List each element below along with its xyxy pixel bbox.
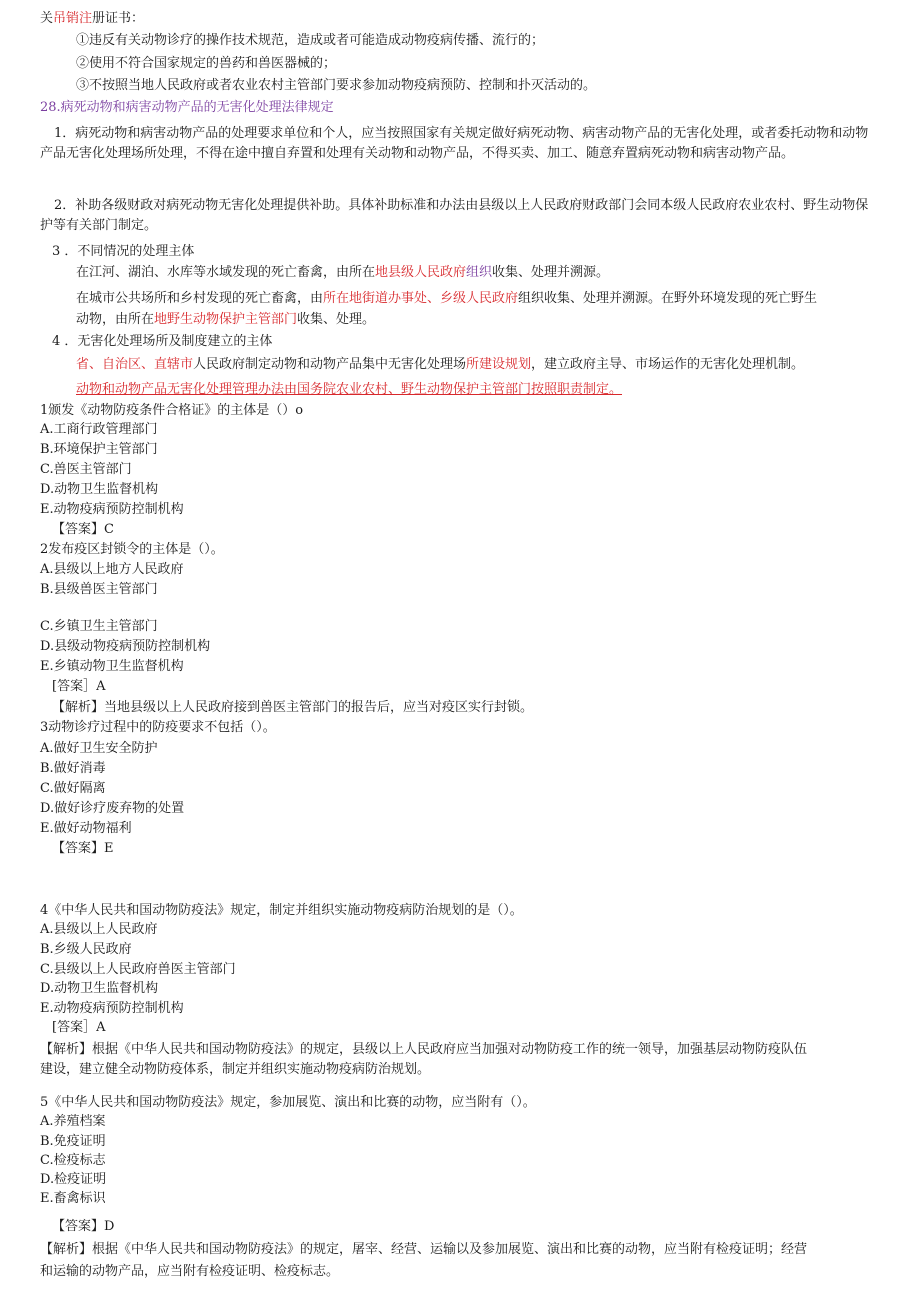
q4-explanation-line-1: 【解析】根据《中华人民共和国动物防疫法》的规定，县级以上人民政府应当加强对动物防疫工作的统一领导，加强基层动物防疫队伍 bbox=[40, 1042, 808, 1057]
s28-para-2: 2．补助各级财政对病死动物无害化处理提供补助。具体补助标准和办法由县级以上人民政府财政部门会同本级人民政府农业农村、野生动物保护等有关部门制定。 bbox=[40, 198, 869, 233]
q5-option-a: A.养殖档案 bbox=[40, 1114, 106, 1129]
revocation-item-3: ③不按照当地人民政府或者农业农村主管部门要求参加动物疫病预防、控制和扑灭活动的。 bbox=[76, 78, 597, 93]
section-28-heading: 28.病死动物和病害动物产品的无害化处理法律规定 bbox=[40, 100, 334, 115]
q1-option-d: D.动物卫生监督机构 bbox=[40, 482, 159, 497]
q2-option-d: D.县级动物疫病预防控制机构 bbox=[40, 639, 211, 654]
q1-stem: 1颁发《动物防疫条件合格证》的主体是（）o bbox=[40, 403, 304, 418]
s28-para-4-rules: 动物和动物产品无害化处理管理办法由国务院农业农村、野生动物保护主管部门按照职责制定。 bbox=[76, 382, 623, 397]
q4-option-a: A.县级以上人民政府 bbox=[40, 922, 158, 937]
q4-explanation-line-2: 建设，建立健全动物防疫体系，制定并组织实施动物疫病防治规划。 bbox=[40, 1062, 431, 1077]
q4-option-e: E.动物疫病预防控制机构 bbox=[40, 1001, 184, 1016]
q2-option-b: B.县级兽医主管部门 bbox=[40, 582, 158, 597]
q5-explanation-line-1: 【解析】根据《中华人民共和国动物防疫法》的规定，屠宰、经营、运输以及参加展览、演出和比赛的动物，应当附有检疫证明；经营 bbox=[40, 1242, 808, 1257]
q4-option-d: D.动物卫生监督机构 bbox=[40, 981, 159, 996]
q1-answer: 【答案】C bbox=[52, 522, 114, 537]
q5-option-b: B.免疫证明 bbox=[40, 1134, 106, 1149]
q5-explanation-line-2: 和运输的动物产品，应当附有检疫证明、检疫标志。 bbox=[40, 1264, 340, 1279]
q5-option-e: E.畜禽标识 bbox=[40, 1191, 106, 1206]
q3-stem: 3动物诊疗过程中的防疫要求不包括（）。 bbox=[40, 720, 276, 735]
q3-option-a: A.做好卫生安全防护 bbox=[40, 741, 158, 756]
q2-option-e: E.乡镇动物卫生监督机构 bbox=[40, 659, 184, 674]
q1-option-a: A.工商行政管理部门 bbox=[40, 422, 158, 437]
q2-stem: 2发布疫区封锁令的主体是（）。 bbox=[40, 542, 224, 557]
q5-stem: 5《中华人民共和国动物防疫法》规定，参加展览、演出和比赛的动物，应当附有（）。 bbox=[40, 1095, 536, 1110]
s28-para-4-title: 4 ．无害化处理场所及制度建立的主体 bbox=[52, 334, 273, 349]
q3-answer: 【答案】E bbox=[52, 841, 114, 856]
q1-option-c: C.兽医主管部门 bbox=[40, 462, 132, 477]
revocation-item-2: ②使用不符合国家规定的兽药和兽医器械的； bbox=[76, 56, 337, 71]
q2-explanation: 【解析】当地县级以上人民政府接到兽医主管部门的报告后，应当对疫区实行封锁。 bbox=[52, 700, 534, 715]
q5-option-d: D.检疫证明 bbox=[40, 1172, 107, 1187]
revocation-item-1: ①违反有关动物诊疗的操作技术规范，造成或者可能造成动物疫病传播、流行的； bbox=[76, 33, 545, 48]
revocation-intro: 关吊销注册证书： bbox=[40, 11, 145, 26]
q5-answer: 【答案】D bbox=[52, 1219, 115, 1234]
q3-option-d: D.做好诊疗废弃物的处置 bbox=[40, 801, 185, 816]
q4-stem: 4《中华人民共和国动物防疫法》规定，制定并组织实施动物疫病防治规划的是（）。 bbox=[40, 903, 523, 918]
s28-para-3-urban: 在城市公共场所和乡村发现的死亡畜禽，由所在地街道办事处、乡级人民政府组织收集、处理并溯源。在野外环境发现的死亡野生 bbox=[76, 291, 818, 306]
s28-para-1: 1．病死动物和病害动物产品的处理要求单位和个人，应当按照国家有关规定做好病死动物、病害动物产品的无害化处理，或者委托动物和动物产品无害化处理场所处理，不得在途中擅自弃置和处理有关动物和动物产品，不得买卖、加工、随意弃置病死动物和病害动物产品。 bbox=[40, 126, 869, 161]
q4-answer: [答案］A bbox=[52, 1020, 106, 1035]
q5-option-c: C.检疫标志 bbox=[40, 1153, 106, 1168]
q4-option-c: C.县级以上人民政府兽医主管部门 bbox=[40, 962, 236, 977]
s28-para-3-wild: 动物，由所在地野生动物保护主管部门收集、处理。 bbox=[76, 312, 376, 327]
s28-para-4-plan: 省、自治区、直辖市人民政府制定动物和动物产品集中无害化处理场所建设规划，建立政府主导、市场运作的无害化处理机制。 bbox=[76, 357, 805, 372]
q1-option-b: B.环境保护主管部门 bbox=[40, 442, 158, 457]
q2-option-a: A.县级以上地方人民政府 bbox=[40, 562, 184, 577]
q3-option-c: C.做好隔离 bbox=[40, 781, 106, 796]
q2-answer: [答案］A bbox=[52, 679, 106, 694]
s28-para-3-water: 在江河、湖泊、水库等水域发现的死亡畜禽，由所在地县级人民政府组织收集、处理并溯源。 bbox=[76, 265, 610, 280]
q2-option-c: C.乡镇卫生主管部门 bbox=[40, 619, 158, 634]
q1-option-e: E.动物疫病预防控制机构 bbox=[40, 502, 184, 517]
q3-option-b: B.做好消毒 bbox=[40, 761, 106, 776]
q4-option-b: B.乡级人民政府 bbox=[40, 942, 132, 957]
s28-para-3-title: 3 ．不同情况的处理主体 bbox=[52, 244, 195, 259]
q3-option-e: E.做好动物福利 bbox=[40, 821, 132, 836]
